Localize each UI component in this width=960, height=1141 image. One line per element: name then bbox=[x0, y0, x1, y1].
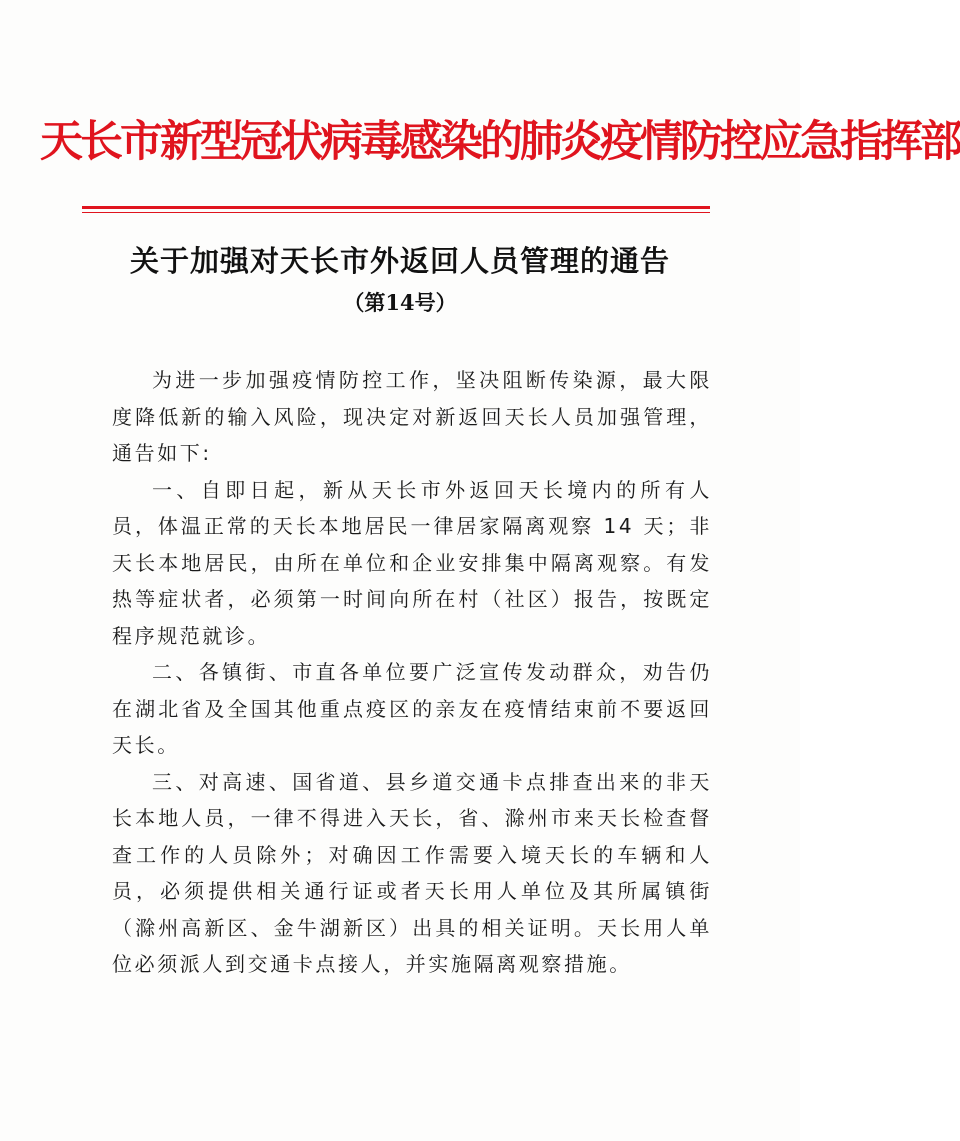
notice-title: 关于加强对天长市外返回人员管理的通告 bbox=[129, 244, 670, 278]
notice-number: （第14号） bbox=[343, 290, 457, 315]
intro-paragraph: 为进一步加强疫情防控工作，坚决阻断传染源，最大限度降低新的输入风险，现决定对新返回天长人员加强管理，通告如下: bbox=[112, 368, 712, 465]
clause-2-paragraph: 二、各镇街、市直各单位要广泛宣传发动群众，劝告仍在湖北省及全国其他重点疫区的亲友在疫情结束前不要返回天长。 bbox=[112, 660, 712, 757]
clause-3-paragraph: 三、对高速、国省道、县乡道交通卡点排查出来的非天长本地人员，一律不得进入天长，省、滁州市来天长检查督查工作的人员除外；对确因工作需要入境天长的车辆和人员，必须提供相关通行证或者天长用人单位及其所属镇街（滁州高新区、金牛湖新区）出具的相关证明。天长用人单位必须派人到交通卡点接人，并实施隔离观察措施。 bbox=[112, 769, 712, 976]
red-divider-thick bbox=[82, 206, 710, 209]
notice-body bbox=[112, 362, 712, 983]
issuing-authority-header: 天长市新型冠状病毒感染的肺炎疫情防控应急指挥部 bbox=[40, 117, 960, 167]
clause-1-paragraph: 一、自即日起，新从天长市外返回天长境内的所有人员，体温正常的天长本地居民一律居家隔离观察 14 天；非天长本地居民，由所在单位和企业安排集中隔离观察。有发热等症状者，必须第一时间向所在村（社区）报告，按既定程序规范就诊。 bbox=[112, 477, 712, 648]
red-divider-thin bbox=[82, 212, 710, 213]
